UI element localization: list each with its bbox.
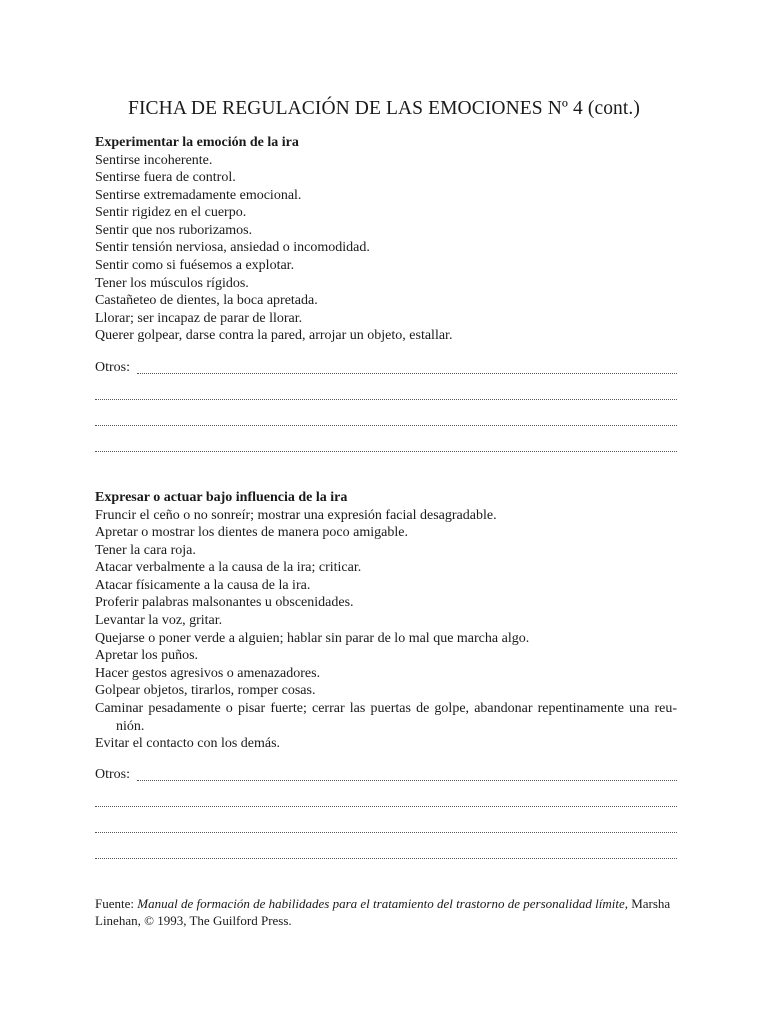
list-item: Levantar la voz, gritar. [95,613,223,629]
list-item: Quejarse o poner verde a alguien; hablar sin parar de lo mal que marcha algo. [95,630,530,646]
otros-fill-in-1 [95,359,677,463]
blank-line[interactable] [95,437,677,463]
section-heading: Experimentar la emoción de la ira [95,135,299,150]
section-express-anger [95,489,677,753]
otros-line[interactable] [95,359,677,385]
dotted-rule [95,832,677,833]
list-item: Fruncir el ceño o no sonreír; mostrar una expresión facial desagradable. [95,507,497,523]
list-item: Atacar físicamente a la causa de la ira. [95,577,311,593]
blank-line[interactable] [95,385,677,411]
list-item: Tener la cara roja. [95,542,196,558]
list-item: Sentirse incoherente. [95,152,213,168]
dotted-rule [95,425,677,426]
dotted-rule [95,806,677,807]
list-item: Querer golpear, darse contra la pared, arrojar un objeto, estallar. [95,328,453,344]
list-item: Evitar el contacto con los demás. [95,736,281,752]
blank-line[interactable] [95,792,677,818]
list-item: Golpear objetos, tirarlos, romper cosas. [95,683,316,699]
list-item: Apretar los puños. [95,648,199,664]
otros-label: Otros: [95,766,136,784]
list-item: Llorar; ser incapaz de parar de llorar. [95,310,303,326]
otros-label: Otros: [95,359,136,377]
section-experience-anger [95,134,677,345]
otros-fill-in-2 [95,766,677,870]
source-citation [95,895,677,929]
dotted-rule [137,373,677,374]
dotted-rule [137,780,677,781]
list-item: Sentirse fuera de control. [95,170,236,186]
list-item: Caminar pesadamente o pisar fuerte; cerrar las puertas de golpe, abandonar repentinamente una reu-nión. [95,701,677,734]
list-item: Tener los músculos rígidos. [95,275,249,291]
otros-line[interactable] [95,766,677,792]
list-item: Sentir rigidez en el cuerpo. [95,205,247,221]
list-item: Sentir tensión nerviosa, ansiedad o incomodidad. [95,240,370,256]
dotted-rule [95,399,677,400]
source-prefix: Fuente: [95,896,138,911]
blank-line[interactable] [95,818,677,844]
source-suffix: , Marsha Linehan, © 1993, The Guilford Press. [95,896,671,928]
list-item: Sentir como si fuésemos a explotar. [95,258,295,274]
list-item: Hacer gestos agresivos o amenazadores. [95,665,321,681]
dotted-rule [95,451,677,452]
blank-line[interactable] [95,844,677,870]
list-item: Sentirse extremadamente emocional. [95,187,302,203]
list-item: Apretar o mostrar los dientes de manera poco amigable. [95,525,408,541]
page-title: FICHA DE REGULACIÓN DE LAS EMOCIONES Nº 4 (cont.) [128,98,640,119]
source-book-title: Manual de formación de habilidades para el tratamiento del trastorno de personalidad límite [137,896,625,911]
list-item: Castañeteo de dientes, la boca apretada. [95,293,318,309]
dotted-rule [95,858,677,859]
list-item: Proferir palabras malsonantes u obscenidades. [95,595,354,611]
section-heading: Expresar o actuar bajo influencia de la ira [95,490,348,505]
list-item: Sentir que nos ruborizamos. [95,222,253,238]
list-item: Atacar verbalmente a la causa de la ira; criticar. [95,560,362,576]
blank-line[interactable] [95,411,677,437]
